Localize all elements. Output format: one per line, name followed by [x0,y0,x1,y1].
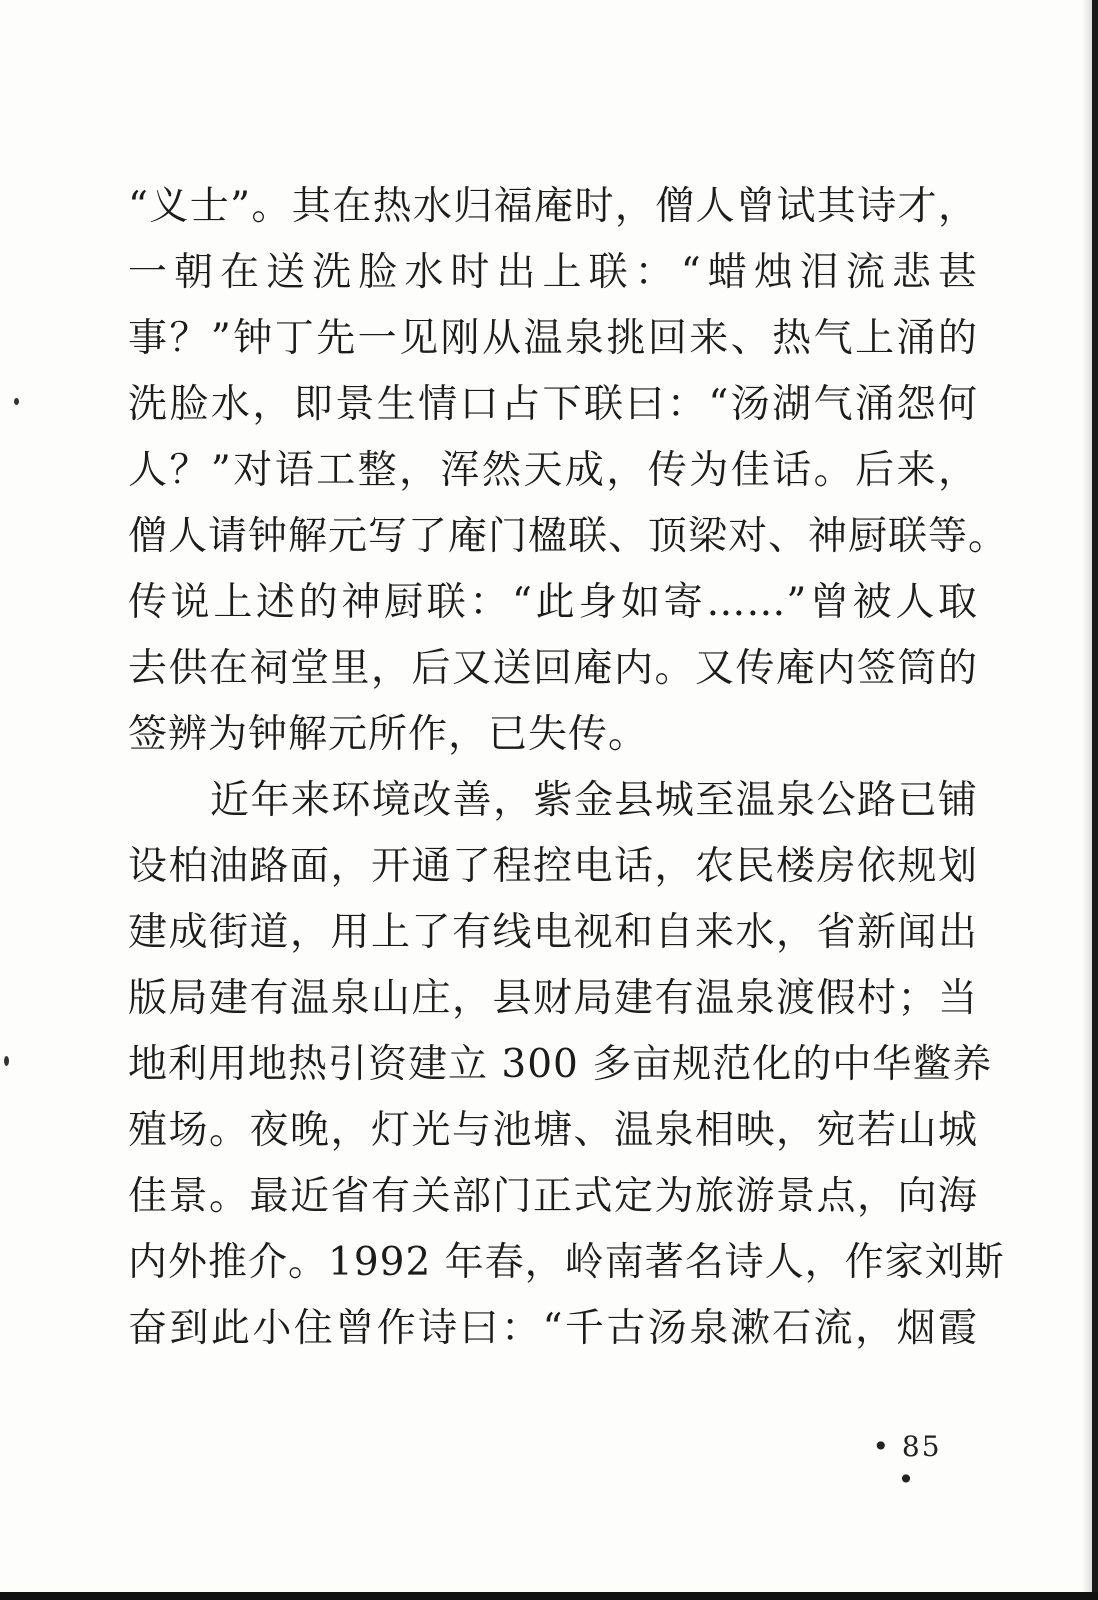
text-line: 设柏油路面，开通了程控电话，农民楼房依规划 [128,844,978,889]
text-line: 佳景。最近省有关部门正式定为旅游景点，向海 [128,1174,978,1219]
text-line: 去供在祠堂里，后又送回庵内。又传庵内签筒的 [128,646,978,691]
text-line: 签辨为钟解元所作，已失传。 [128,712,649,757]
text-line: 版局建有温泉山庄，县财局建有温泉渡假村；当 [128,976,978,1021]
text-line: “义士”。其在热水归福庵时，僧人曾试其诗才， [128,184,978,229]
text-line: 事？”钟丁先一见刚从温泉挑回来、热气上涌的 [128,316,978,361]
text-line: 奋到此小住曾作诗曰：“千古汤泉漱石流，烟霞 [128,1306,978,1351]
text-line: 内外推介。1992 年春，岭南著名诗人，作家刘斯 [128,1240,1005,1285]
text-line: 近年来环境改善，紫金县城至温泉公路已铺 [210,778,978,823]
scan-bottom-border [0,1592,1098,1600]
scan-speck [14,398,19,405]
body-text [128,174,1009,1362]
text-line: 人？”对语工整，浑然天成，传为佳话。后来， [128,448,978,493]
text-line: 建成街道，用上了有线电视和自来水，省新闻出 [128,910,978,955]
text-line: 地利用地热引资建立 300 多亩规范化的中华鳖养 [128,1042,993,1087]
scan-speck [4,1056,9,1066]
page-number: • 85 • [872,1430,942,1496]
text-line: 洗脸水，即景生情口占下联曰：“汤湖气涌怨何 [128,382,978,427]
page-edge-shadow [1082,0,1092,1592]
text-line: 殖场。夜晚，灯光与池塘、温泉相映，宛若山城 [128,1108,978,1153]
text-line: 传说上述的神厨联：“此身如寄……”曾被人取 [128,580,978,625]
text-line: 僧人请钟解元写了庵门楹联、顶梁对、神厨联等。 [128,514,1009,559]
text-line: 一朝在送洗脸水时出上联：“蜡烛泪流悲甚 [128,250,978,295]
